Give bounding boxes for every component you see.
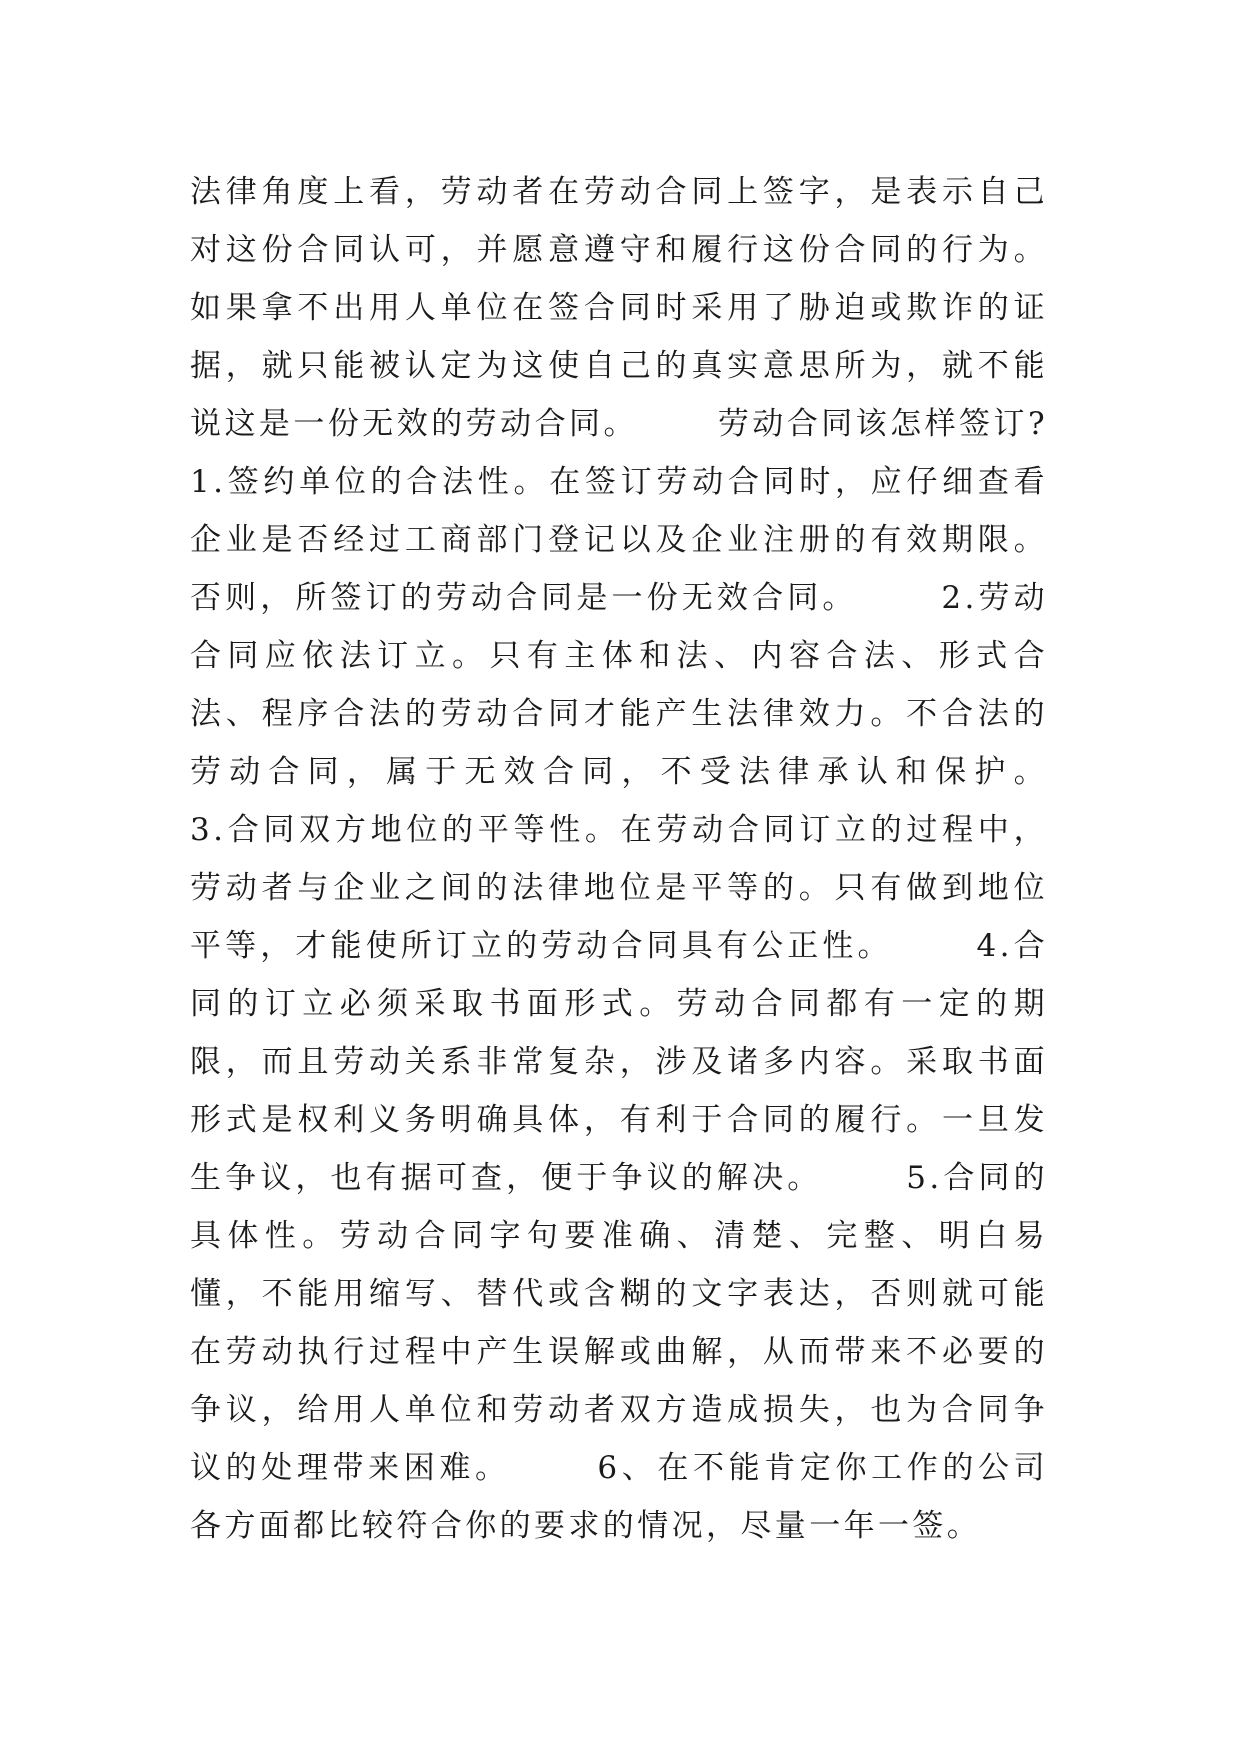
body-text: 法律角度上看，劳动者在劳动合同上签字，是表示自己对这份合同认可，并愿意遵守和履行这份合同的行为。如果拿不出用人单位在签合同时采用了胁迫或欺诈的证据，就只能被认定为这使自己的真实意思所为，就不能说这是一份无效的劳动合同。 劳动合同该怎样签订? 1.签约单位的合法性。在签订劳动合同时，应仔细查看企业是否经过工商部门登记以及企业注册的有效期限。否则，所签订的劳动合同是一份无效合同。 2.劳动合同应依法订立。只有主体和法、内容合法、形式合法、程序合法的劳动合同才能产生法律效力。不合法的劳动合同，属于无效合同，不受法律承认和保护。 3.合同双方地位的平等性。在劳动合同订立的过程中，劳动者与企业之间的法律地位是平等的。只有做到地位平等，才能使所订立的劳动合同具有公正性。 4.合同的订立必须采取书面形式。劳动合同都有一定的期限，而且劳动关系非常复杂，涉及诸多内容。采取书面形式是权利义务明确具体，有利于合同的履行。一旦发生争议，也有据可查，便于争议的解决。 5.合同的具体性。劳动合同字句要准确、清楚、完整、明白易懂，不能用缩写、替代或含糊的文字表达，否则就可能在劳动执行过程中产生误解或曲解，从而带来不必要的争议，给用人单位和劳动者双方造成损失，也为合同争议的处理带来困难。 6、在不能肯定你工作的公司各方面都比较符合你的要求的情况，尽量一年一签。 [190,174,1128,1544]
